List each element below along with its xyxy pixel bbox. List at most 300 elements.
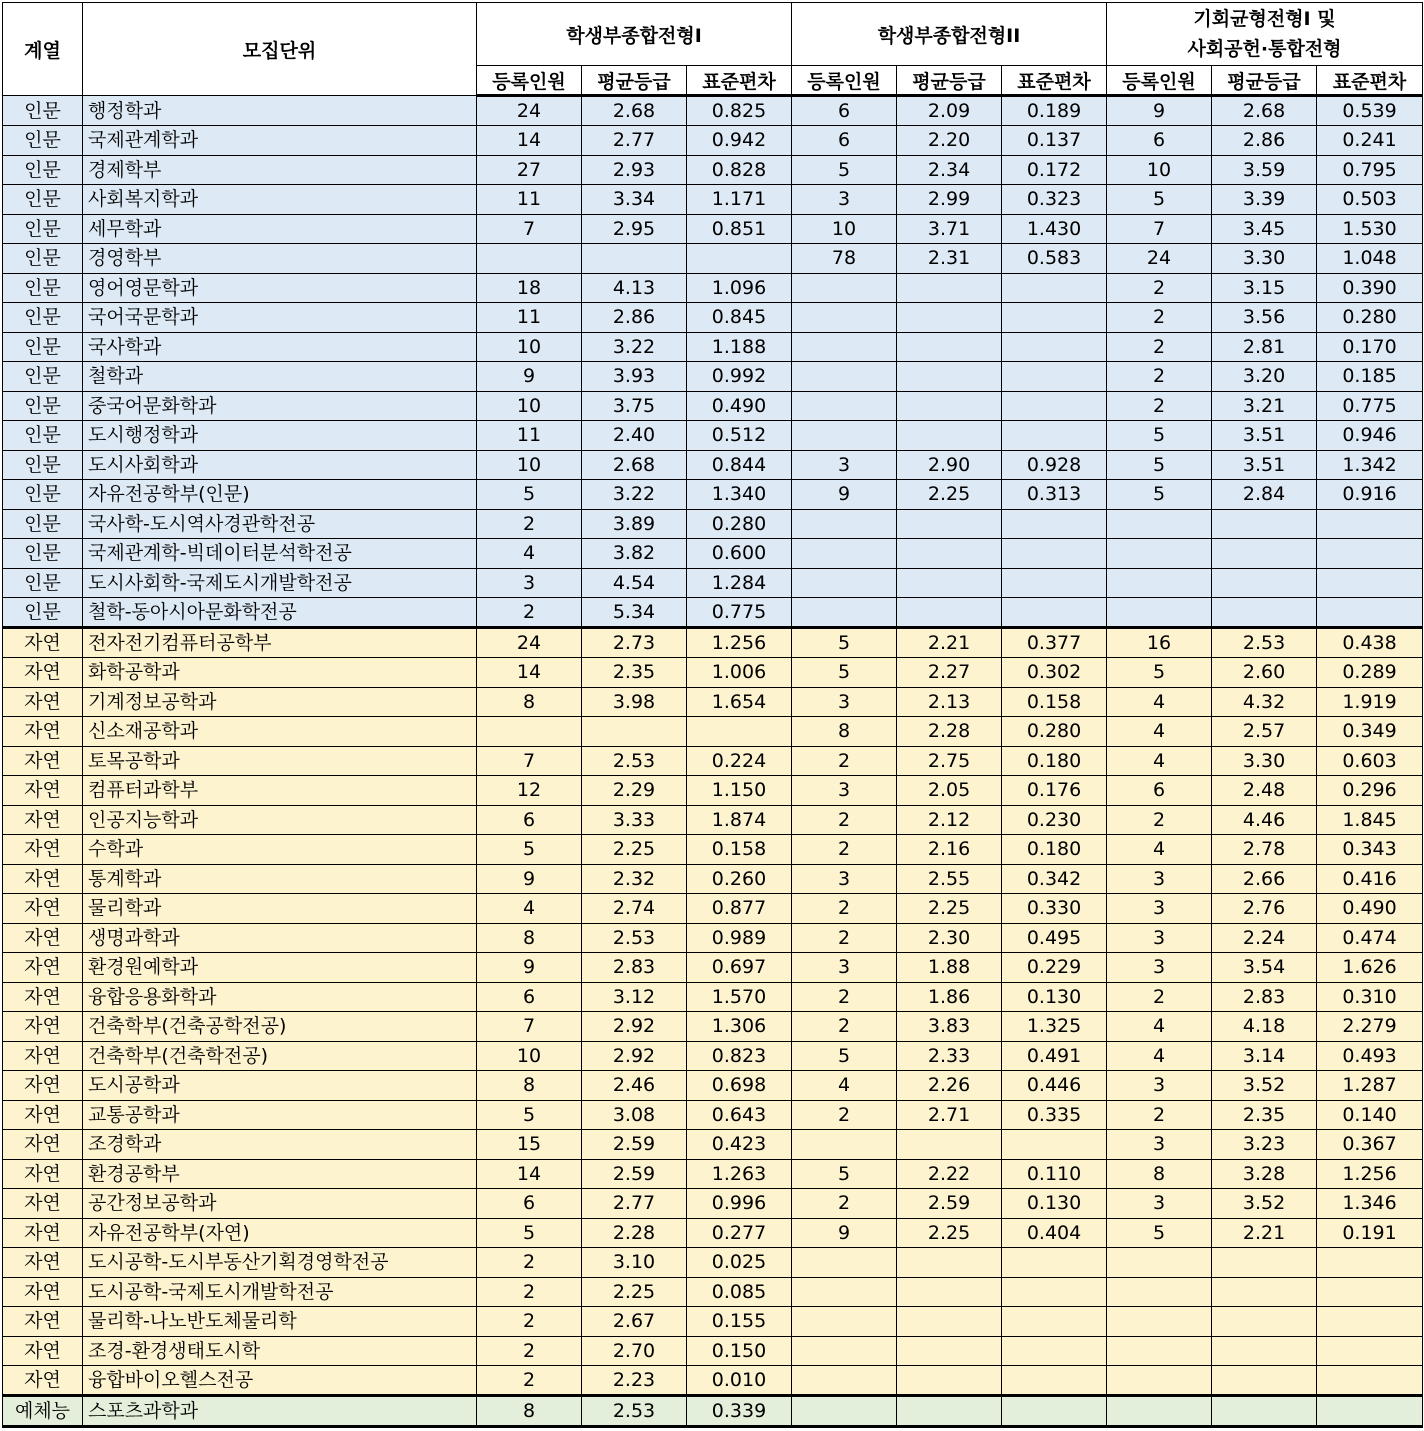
count-cell: 24 <box>477 628 582 658</box>
avg-grade-cell: 3.82 <box>582 539 687 569</box>
std-dev-cell: 0.390 <box>1317 273 1423 303</box>
std-dev-cell: 1.006 <box>687 658 792 688</box>
avg-grade-cell: 2.21 <box>1212 1218 1317 1248</box>
std-dev-cell: 0.230 <box>1002 805 1107 835</box>
std-dev-cell: 1.256 <box>687 628 792 658</box>
std-dev-cell: 0.180 <box>1002 835 1107 865</box>
avg-grade-cell: 2.67 <box>582 1307 687 1337</box>
count-cell: 8 <box>1107 1159 1212 1189</box>
table-row <box>3 244 1423 274</box>
table-row <box>3 303 1423 333</box>
department-cell: 조경학과 <box>83 1130 477 1160</box>
count-cell: 4 <box>1107 1012 1212 1042</box>
std-dev-cell: 0.603 <box>1317 746 1423 776</box>
avg-grade-cell: 3.56 <box>1212 303 1317 333</box>
table-row <box>3 717 1423 747</box>
std-dev-cell: 0.323 <box>1002 185 1107 215</box>
count-cell: 5 <box>1107 658 1212 688</box>
std-dev-cell: 0.916 <box>1317 480 1423 510</box>
header-group-2: 학생부종합전형II <box>792 3 1107 66</box>
department-cell: 생명과학과 <box>83 923 477 953</box>
avg-grade-cell: 2.77 <box>582 126 687 156</box>
count-cell: 3 <box>792 450 897 480</box>
avg-grade-cell <box>897 598 1002 628</box>
avg-grade-cell: 2.68 <box>1212 96 1317 126</box>
category-cell: 인문 <box>3 480 83 510</box>
std-dev-cell: 1.325 <box>1002 1012 1107 1042</box>
count-cell: 3 <box>477 568 582 598</box>
std-dev-cell: 1.845 <box>1317 805 1423 835</box>
category-cell: 자연 <box>3 864 83 894</box>
department-cell: 융합응용화학과 <box>83 982 477 1012</box>
table-row <box>3 776 1423 806</box>
table-row <box>3 1277 1423 1307</box>
category-cell: 인문 <box>3 96 83 126</box>
count-cell: 10 <box>477 1041 582 1071</box>
avg-grade-cell: 2.22 <box>897 1159 1002 1189</box>
avg-grade-cell: 2.31 <box>897 244 1002 274</box>
count-cell <box>792 391 897 421</box>
std-dev-cell: 0.697 <box>687 953 792 983</box>
table-row <box>3 450 1423 480</box>
avg-grade-cell <box>1212 539 1317 569</box>
count-cell <box>792 598 897 628</box>
std-dev-cell: 0.310 <box>1317 982 1423 1012</box>
avg-grade-cell: 2.90 <box>897 450 1002 480</box>
avg-grade-cell: 2.09 <box>897 96 1002 126</box>
department-cell: 신소재공학과 <box>83 717 477 747</box>
std-dev-cell: 0.404 <box>1002 1218 1107 1248</box>
table-row <box>3 509 1423 539</box>
count-cell: 24 <box>1107 244 1212 274</box>
department-cell: 물리학과 <box>83 894 477 924</box>
department-cell: 교통공학과 <box>83 1100 477 1130</box>
count-cell: 2 <box>477 1277 582 1307</box>
department-cell: 도시공학과 <box>83 1071 477 1101</box>
avg-grade-cell: 2.25 <box>582 1277 687 1307</box>
category-cell: 자연 <box>3 982 83 1012</box>
avg-grade-cell: 3.30 <box>1212 244 1317 274</box>
std-dev-cell <box>1002 568 1107 598</box>
table-row <box>3 185 1423 215</box>
department-cell: 도시사회학과 <box>83 450 477 480</box>
table-row <box>3 155 1423 185</box>
department-cell: 국어국문학과 <box>83 303 477 333</box>
avg-grade-cell: 2.16 <box>897 835 1002 865</box>
std-dev-cell <box>1317 568 1423 598</box>
count-cell: 3 <box>1107 953 1212 983</box>
avg-grade-cell: 4.18 <box>1212 1012 1317 1042</box>
std-dev-cell: 1.919 <box>1317 687 1423 717</box>
count-cell <box>792 1396 897 1427</box>
table-row <box>3 598 1423 628</box>
count-cell: 2 <box>792 805 897 835</box>
department-cell: 경제학부 <box>83 155 477 185</box>
header-sub-std: 표준편차 <box>687 66 792 96</box>
std-dev-cell: 1.626 <box>1317 953 1423 983</box>
std-dev-cell: 0.342 <box>1002 864 1107 894</box>
category-cell: 자연 <box>3 894 83 924</box>
avg-grade-cell: 2.35 <box>1212 1100 1317 1130</box>
table-body <box>3 96 1423 1427</box>
count-cell <box>792 303 897 333</box>
avg-grade-cell <box>897 1396 1002 1427</box>
std-dev-cell <box>1317 1307 1423 1337</box>
avg-grade-cell: 3.30 <box>1212 746 1317 776</box>
avg-grade-cell: 2.60 <box>1212 658 1317 688</box>
std-dev-cell: 0.010 <box>687 1366 792 1396</box>
std-dev-cell: 0.224 <box>687 746 792 776</box>
avg-grade-cell: 2.92 <box>582 1012 687 1042</box>
avg-grade-cell: 2.77 <box>582 1189 687 1219</box>
count-cell <box>1107 598 1212 628</box>
department-cell: 물리학-나노반도체물리학 <box>83 1307 477 1337</box>
avg-grade-cell <box>897 539 1002 569</box>
count-cell <box>792 539 897 569</box>
avg-grade-cell: 2.75 <box>897 746 1002 776</box>
header-category: 계열 <box>3 3 83 96</box>
avg-grade-cell: 2.71 <box>897 1100 1002 1130</box>
department-cell: 국제관계학과 <box>83 126 477 156</box>
std-dev-cell <box>1002 539 1107 569</box>
std-dev-cell: 0.130 <box>1002 982 1107 1012</box>
avg-grade-cell: 2.92 <box>582 1041 687 1071</box>
department-cell: 자유전공학부(자연) <box>83 1218 477 1248</box>
std-dev-cell: 1.171 <box>687 185 792 215</box>
count-cell: 2 <box>792 894 897 924</box>
count-cell: 9 <box>1107 96 1212 126</box>
count-cell: 5 <box>1107 450 1212 480</box>
category-cell: 인문 <box>3 539 83 569</box>
count-cell: 4 <box>1107 835 1212 865</box>
category-cell: 인문 <box>3 568 83 598</box>
avg-grade-cell: 4.54 <box>582 568 687 598</box>
category-cell: 자연 <box>3 1071 83 1101</box>
count-cell: 78 <box>792 244 897 274</box>
count-cell <box>792 362 897 392</box>
avg-grade-cell <box>897 1248 1002 1278</box>
department-cell: 통계학과 <box>83 864 477 894</box>
std-dev-cell: 0.277 <box>687 1218 792 1248</box>
std-dev-cell <box>1317 1396 1423 1427</box>
std-dev-cell: 0.176 <box>1002 776 1107 806</box>
std-dev-cell: 0.280 <box>1317 303 1423 333</box>
count-cell: 2 <box>792 923 897 953</box>
table-row <box>3 982 1423 1012</box>
count-cell: 15 <box>477 1130 582 1160</box>
std-dev-cell: 1.430 <box>1002 214 1107 244</box>
avg-grade-cell: 3.83 <box>897 1012 1002 1042</box>
count-cell: 5 <box>1107 185 1212 215</box>
category-cell: 자연 <box>3 776 83 806</box>
std-dev-cell: 0.503 <box>1317 185 1423 215</box>
std-dev-cell: 0.698 <box>687 1071 792 1101</box>
std-dev-cell: 1.284 <box>687 568 792 598</box>
avg-grade-cell: 3.14 <box>1212 1041 1317 1071</box>
count-cell: 10 <box>477 332 582 362</box>
table-row <box>3 480 1423 510</box>
std-dev-cell: 1.096 <box>687 273 792 303</box>
department-cell: 토목공학과 <box>83 746 477 776</box>
avg-grade-cell: 2.12 <box>897 805 1002 835</box>
admission-grade-table <box>2 2 1423 1428</box>
avg-grade-cell: 2.76 <box>1212 894 1317 924</box>
count-cell: 7 <box>477 214 582 244</box>
count-cell: 5 <box>477 835 582 865</box>
avg-grade-cell: 2.57 <box>1212 717 1317 747</box>
std-dev-cell: 0.289 <box>1317 658 1423 688</box>
count-cell: 16 <box>1107 628 1212 658</box>
std-dev-cell: 0.583 <box>1002 244 1107 274</box>
avg-grade-cell: 2.84 <box>1212 480 1317 510</box>
table-row <box>3 1248 1423 1278</box>
count-cell: 2 <box>792 835 897 865</box>
std-dev-cell <box>1317 539 1423 569</box>
table-row <box>3 391 1423 421</box>
table-row <box>3 568 1423 598</box>
avg-grade-cell <box>897 1130 1002 1160</box>
avg-grade-cell: 2.25 <box>897 1218 1002 1248</box>
count-cell: 9 <box>477 953 582 983</box>
category-cell: 자연 <box>3 1336 83 1366</box>
avg-grade-cell: 2.70 <box>582 1336 687 1366</box>
avg-grade-cell: 3.22 <box>582 332 687 362</box>
std-dev-cell: 0.474 <box>1317 923 1423 953</box>
table-row <box>3 1100 1423 1130</box>
department-cell: 융합바이오헬스전공 <box>83 1366 477 1396</box>
avg-grade-cell: 2.26 <box>897 1071 1002 1101</box>
department-cell: 도시행정학과 <box>83 421 477 451</box>
category-cell: 인문 <box>3 214 83 244</box>
std-dev-cell <box>1002 1307 1107 1337</box>
count-cell: 4 <box>1107 717 1212 747</box>
avg-grade-cell: 2.25 <box>897 480 1002 510</box>
count-cell: 8 <box>477 923 582 953</box>
std-dev-cell: 0.490 <box>687 391 792 421</box>
std-dev-cell: 0.280 <box>1002 717 1107 747</box>
header-sub-avg: 평균등급 <box>582 66 687 96</box>
department-cell: 자유전공학부(인문) <box>83 480 477 510</box>
std-dev-cell: 0.172 <box>1002 155 1107 185</box>
avg-grade-cell: 2.25 <box>582 835 687 865</box>
table-row <box>3 273 1423 303</box>
avg-grade-cell: 2.53 <box>582 746 687 776</box>
count-cell: 2 <box>1107 362 1212 392</box>
table-row <box>3 835 1423 865</box>
count-cell: 27 <box>477 155 582 185</box>
count-cell: 24 <box>477 96 582 126</box>
std-dev-cell: 0.349 <box>1317 717 1423 747</box>
count-cell: 3 <box>792 776 897 806</box>
std-dev-cell: 0.155 <box>687 1307 792 1337</box>
count-cell: 2 <box>792 1100 897 1130</box>
std-dev-cell: 1.570 <box>687 982 792 1012</box>
count-cell: 3 <box>1107 923 1212 953</box>
avg-grade-cell: 2.68 <box>582 450 687 480</box>
count-cell: 6 <box>792 126 897 156</box>
avg-grade-cell: 3.52 <box>1212 1189 1317 1219</box>
std-dev-cell: 0.828 <box>687 155 792 185</box>
category-cell: 자연 <box>3 628 83 658</box>
std-dev-cell: 0.330 <box>1002 894 1107 924</box>
count-cell: 8 <box>477 1396 582 1427</box>
count-cell <box>477 244 582 274</box>
avg-grade-cell: 2.27 <box>897 658 1002 688</box>
std-dev-cell: 1.346 <box>1317 1189 1423 1219</box>
std-dev-cell <box>687 244 792 274</box>
std-dev-cell <box>1002 1396 1107 1427</box>
avg-grade-cell: 2.53 <box>1212 628 1317 658</box>
department-cell: 전자전기컴퓨터공학부 <box>83 628 477 658</box>
category-cell: 인문 <box>3 303 83 333</box>
std-dev-cell <box>1002 1336 1107 1366</box>
avg-grade-cell <box>897 332 1002 362</box>
avg-grade-cell: 3.59 <box>1212 155 1317 185</box>
avg-grade-cell: 3.15 <box>1212 273 1317 303</box>
std-dev-cell: 0.302 <box>1002 658 1107 688</box>
std-dev-cell: 0.446 <box>1002 1071 1107 1101</box>
avg-grade-cell: 2.25 <box>897 894 1002 924</box>
avg-grade-cell <box>1212 509 1317 539</box>
department-cell: 국사학-도시역사경관학전공 <box>83 509 477 539</box>
department-cell: 중국어문화학과 <box>83 391 477 421</box>
table-row <box>3 1396 1423 1427</box>
count-cell: 7 <box>1107 214 1212 244</box>
std-dev-cell: 0.335 <box>1002 1100 1107 1130</box>
count-cell <box>1107 1396 1212 1427</box>
count-cell: 4 <box>477 894 582 924</box>
std-dev-cell: 0.775 <box>687 598 792 628</box>
count-cell: 11 <box>477 421 582 451</box>
table-row <box>3 1071 1423 1101</box>
count-cell <box>792 1277 897 1307</box>
department-cell: 세무학과 <box>83 214 477 244</box>
table-row <box>3 864 1423 894</box>
std-dev-cell: 0.795 <box>1317 155 1423 185</box>
count-cell <box>792 1336 897 1366</box>
table-row <box>3 628 1423 658</box>
avg-grade-cell <box>897 509 1002 539</box>
avg-grade-cell: 3.28 <box>1212 1159 1317 1189</box>
std-dev-cell <box>1002 1277 1107 1307</box>
std-dev-cell: 0.493 <box>1317 1041 1423 1071</box>
avg-grade-cell: 3.33 <box>582 805 687 835</box>
avg-grade-cell: 2.59 <box>582 1159 687 1189</box>
avg-grade-cell: 2.05 <box>897 776 1002 806</box>
avg-grade-cell: 3.45 <box>1212 214 1317 244</box>
avg-grade-cell: 3.98 <box>582 687 687 717</box>
count-cell: 2 <box>1107 805 1212 835</box>
count-cell: 4 <box>1107 746 1212 776</box>
table-row <box>3 1218 1423 1248</box>
avg-grade-cell <box>897 1277 1002 1307</box>
avg-grade-cell <box>897 1307 1002 1337</box>
std-dev-cell <box>1317 1248 1423 1278</box>
std-dev-cell: 0.343 <box>1317 835 1423 865</box>
department-cell: 조경-환경생태도시학 <box>83 1336 477 1366</box>
count-cell: 8 <box>792 717 897 747</box>
avg-grade-cell: 3.54 <box>1212 953 1317 983</box>
count-cell: 7 <box>477 746 582 776</box>
avg-grade-cell: 3.89 <box>582 509 687 539</box>
std-dev-cell: 1.340 <box>687 480 792 510</box>
count-cell: 2 <box>1107 332 1212 362</box>
avg-grade-cell: 2.29 <box>582 776 687 806</box>
avg-grade-cell: 2.59 <box>897 1189 1002 1219</box>
avg-grade-cell: 4.13 <box>582 273 687 303</box>
department-cell: 도시공학-도시부동산기획경영학전공 <box>83 1248 477 1278</box>
count-cell: 6 <box>477 1189 582 1219</box>
std-dev-cell: 0.280 <box>687 509 792 539</box>
std-dev-cell: 0.296 <box>1317 776 1423 806</box>
avg-grade-cell <box>1212 1336 1317 1366</box>
department-cell: 철학과 <box>83 362 477 392</box>
table-row <box>3 539 1423 569</box>
avg-grade-cell <box>1212 1366 1317 1396</box>
avg-grade-cell: 2.78 <box>1212 835 1317 865</box>
count-cell: 5 <box>1107 1218 1212 1248</box>
std-dev-cell: 0.085 <box>687 1277 792 1307</box>
department-cell: 사회복지학과 <box>83 185 477 215</box>
std-dev-cell: 1.150 <box>687 776 792 806</box>
header-sub-avg: 평균등급 <box>897 66 1002 96</box>
count-cell: 10 <box>477 391 582 421</box>
avg-grade-cell: 2.40 <box>582 421 687 451</box>
std-dev-cell: 0.438 <box>1317 628 1423 658</box>
table-row <box>3 1041 1423 1071</box>
avg-grade-cell <box>897 303 1002 333</box>
std-dev-cell: 0.825 <box>687 96 792 126</box>
std-dev-cell: 0.946 <box>1317 421 1423 451</box>
std-dev-cell: 0.491 <box>1002 1041 1107 1071</box>
std-dev-cell: 0.942 <box>687 126 792 156</box>
count-cell: 11 <box>477 185 582 215</box>
category-cell: 자연 <box>3 1189 83 1219</box>
category-cell: 자연 <box>3 805 83 835</box>
std-dev-cell <box>1002 391 1107 421</box>
header-group-3 <box>1107 3 1423 66</box>
std-dev-cell <box>1002 598 1107 628</box>
std-dev-cell: 0.851 <box>687 214 792 244</box>
count-cell <box>1107 1248 1212 1278</box>
category-cell: 인문 <box>3 421 83 451</box>
header-group-1: 학생부종합전형I <box>477 3 792 66</box>
count-cell: 3 <box>1107 1189 1212 1219</box>
count-cell: 2 <box>792 1189 897 1219</box>
header-sub-count: 등록인원 <box>477 66 582 96</box>
avg-grade-cell <box>897 1366 1002 1396</box>
count-cell: 2 <box>792 1012 897 1042</box>
std-dev-cell <box>1002 1248 1107 1278</box>
category-cell: 인문 <box>3 509 83 539</box>
table-row <box>3 953 1423 983</box>
avg-grade-cell: 2.33 <box>897 1041 1002 1071</box>
count-cell <box>1107 1277 1212 1307</box>
std-dev-cell: 0.775 <box>1317 391 1423 421</box>
avg-grade-cell: 3.23 <box>1212 1130 1317 1160</box>
department-cell: 인공지능학과 <box>83 805 477 835</box>
category-cell: 자연 <box>3 1100 83 1130</box>
table-row <box>3 1366 1423 1396</box>
avg-grade-cell: 2.24 <box>1212 923 1317 953</box>
std-dev-cell: 0.158 <box>687 835 792 865</box>
table-row <box>3 362 1423 392</box>
count-cell: 5 <box>477 1218 582 1248</box>
count-cell: 2 <box>792 746 897 776</box>
avg-grade-cell: 3.75 <box>582 391 687 421</box>
avg-grade-cell: 2.74 <box>582 894 687 924</box>
count-cell: 5 <box>792 658 897 688</box>
